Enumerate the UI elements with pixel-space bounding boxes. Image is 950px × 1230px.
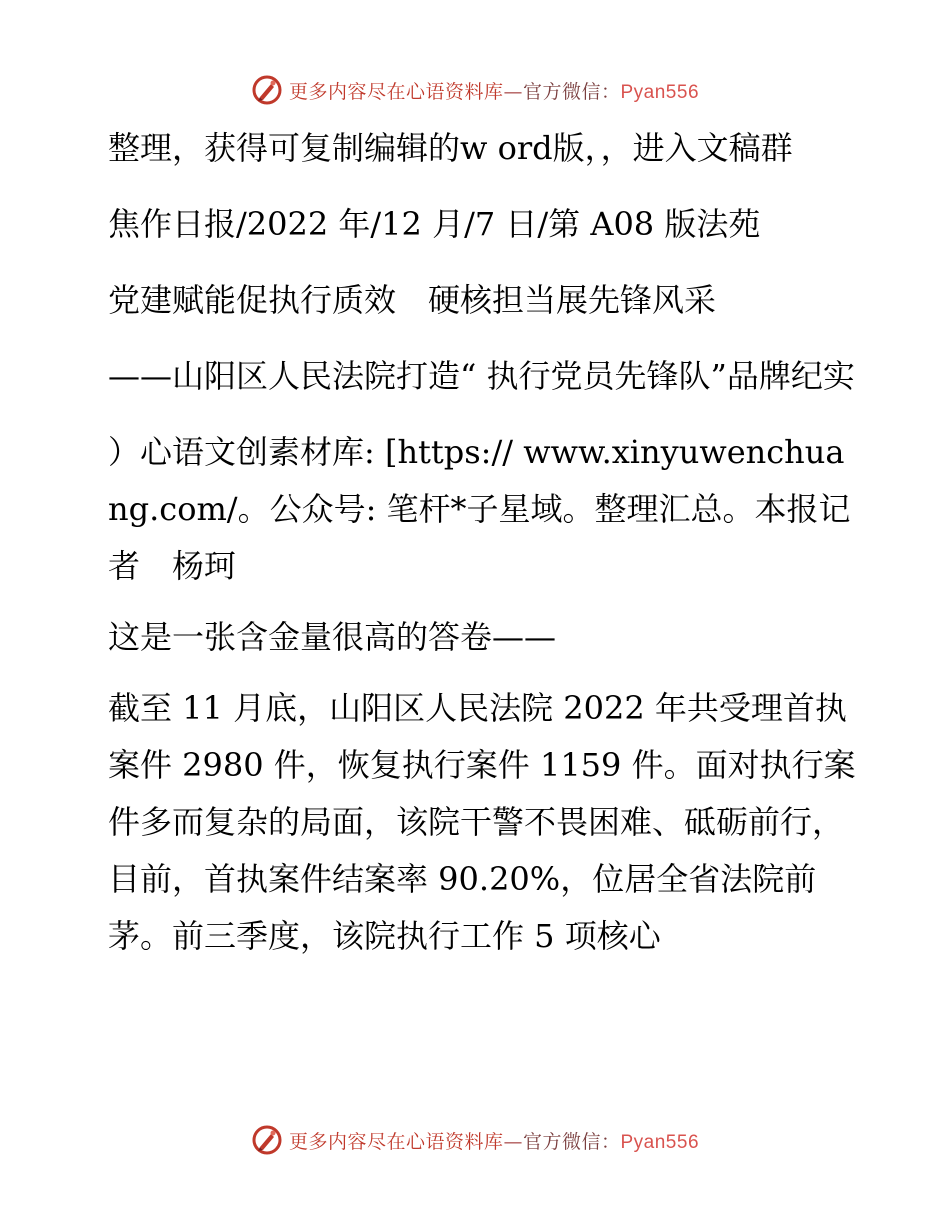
document-body [98,120,858,965]
article-subtitle: ——山阳区人民法院打造“ 执行党员先锋队”品牌纪实 [108,357,855,395]
footer-banner-inner [251,1124,699,1156]
banner-official: 官方微信： [522,1130,621,1153]
banner-text [289,1127,699,1154]
pen-logo-icon [251,1124,283,1156]
banner-dash: — [503,1130,523,1153]
pen-logo-icon [251,74,283,106]
banner-handle: Pyan556 [620,1131,700,1153]
banner-official: 官方微信： [522,80,621,103]
paragraph-source: 焦作日报/2022 年/12 月/7 日/第 A08 版法苑 [108,205,761,243]
banner-title: 更多内容尽在心语资料库 [288,1130,504,1153]
banner-title: 更多内容尽在心语资料库 [288,80,504,103]
paragraph-intro: 整理，获得可复制编辑的w ord版，，进入文稿群 [108,129,793,167]
paragraph-lead: 这是一张含金量很高的答卷—— [108,618,557,656]
banner-dash: — [503,80,523,103]
footer-banner [0,1120,950,1160]
header-banner-inner [251,74,699,106]
article-title: 党建赋能促执行质效 硬核担当展先锋风采 [108,281,717,319]
paragraph-body: 截至 11 月底，山阳区人民法院 2022 年共受理首执案件 2980 件，恢复执行案件 1159 件。面对执行案件多而复杂的局面，该院干警不畏困难、砥砺前行，目前，首执案件结案率 90.20%，位居全省法院前茅。前三季度，该院执行工作 5 项核心 [108,689,856,955]
paragraph-reporter: ）心语文创素材库: [https:// www.xinyuwenchuang.com/。公众号: 笔杆*子星域。整理汇总。本报记者 杨珂 [108,433,851,585]
header-banner [0,70,950,110]
banner-text [289,77,699,104]
banner-handle: Pyan556 [620,81,700,103]
